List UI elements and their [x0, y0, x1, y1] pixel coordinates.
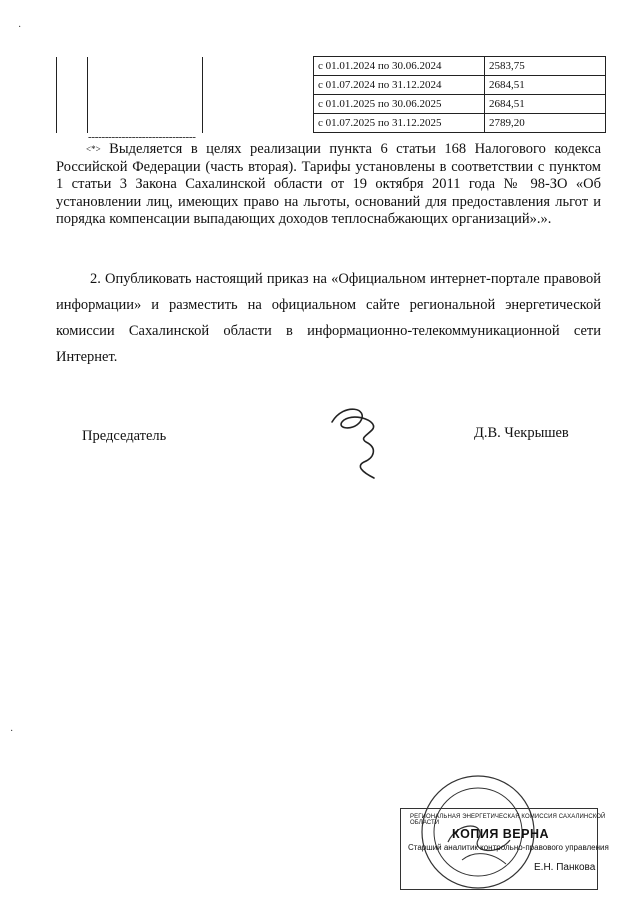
footnote-text: Выделяется в целях реализации пункта 6 статьи 168 Налогового кодекса Российской Федерации (часть вторая). Тарифы установлены в соответствии с пунктом 1 статьи 3 Закона Сахалинской области от 19 октября 2011 года № 98-ЗО «Об установлении лиц, имеющих право на льготы, оснований для предоставления льгот и порядка компенсации выпадающих доходов теплоснабжающих организаций».».: [56, 141, 602, 228]
stamp-org: РЕГИОНАЛЬНАЯ ЭНЕРГЕТИЧЕСКАЯ КОМИССИЯ САХАЛИНСКОЙ ОБЛАСТИ: [410, 814, 606, 826]
empty-cell: [88, 76, 203, 95]
footnote-rule: --------------------------------: [88, 131, 196, 143]
stamp-person: Е.Н. Панкова: [534, 862, 596, 873]
value-cell: 2583,75: [485, 57, 606, 76]
table-row: [57, 95, 606, 114]
period-cell: с 01.01.2024 по 30.06.2024: [314, 57, 485, 76]
value-cell: 2789,20: [485, 114, 606, 133]
empty-cell: [203, 95, 314, 114]
value-cell: 2684,51: [485, 95, 606, 114]
empty-cell: [88, 114, 203, 133]
period-cell: с 01.07.2025 по 31.12.2025: [314, 114, 485, 133]
table-row: [57, 114, 606, 133]
tariff-table: [56, 56, 606, 133]
empty-cell: [88, 57, 203, 76]
signatory-title: Председатель: [82, 428, 167, 444]
scan-speck: ·: [10, 726, 14, 737]
table-row: [57, 76, 606, 95]
stamp-position: Старший аналитик контрольно-правового управления: [408, 843, 609, 852]
paragraph-2: 2. Опубликовать настоящий приказ на «Официальном интернет-портале правовой информации» и разместить на официальном сайте региональной энергетической комиссии Сахалинской области в информационно-телекоммуникационной сети Интернет.: [56, 271, 601, 365]
empty-cell: [57, 114, 88, 133]
empty-cell: [57, 95, 88, 114]
footnote: [56, 141, 601, 229]
signatory-name: Д.В. Чекрышев: [474, 425, 569, 441]
table-row: [57, 57, 606, 76]
empty-cell: [203, 76, 314, 95]
empty-cell: [203, 57, 314, 76]
footnote-marker: <*>: [86, 144, 101, 154]
empty-cell: [57, 76, 88, 95]
scan-speck: ·: [18, 22, 22, 33]
handwritten-signature: [322, 400, 402, 480]
period-cell: с 01.01.2025 по 30.06.2025: [314, 95, 485, 114]
empty-cell: [203, 114, 314, 133]
period-cell: с 01.07.2024 по 31.12.2024: [314, 76, 485, 95]
stamp-copy-label: КОПИЯ ВЕРНА: [452, 827, 550, 841]
empty-cell: [57, 57, 88, 76]
value-cell: 2684,51: [485, 76, 606, 95]
empty-cell: [88, 95, 203, 114]
